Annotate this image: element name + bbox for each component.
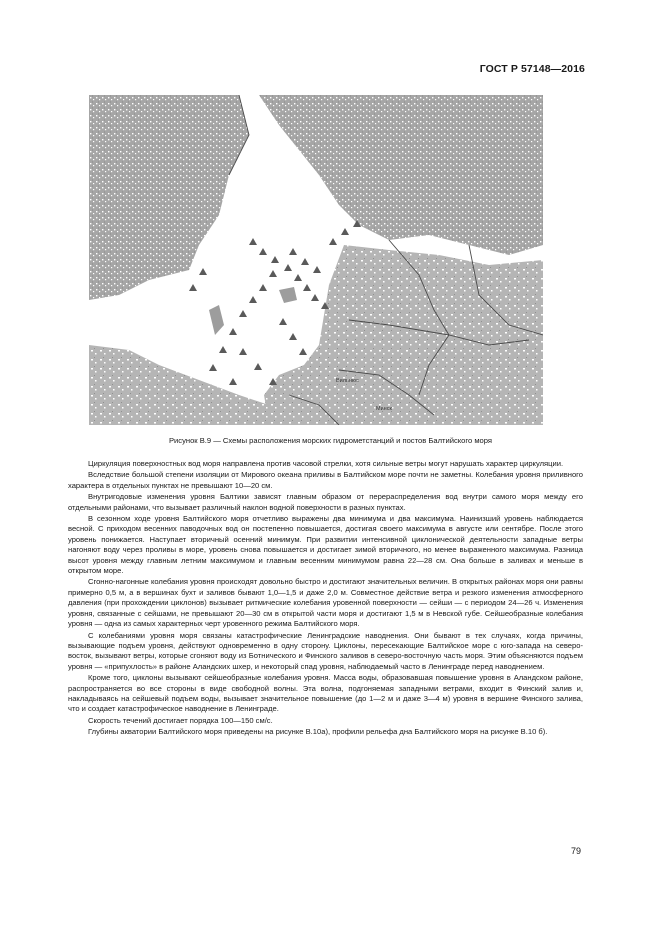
paragraph-currents: Скорость течений достигает порядка 100—150 см/с.: [88, 715, 273, 725]
map-label-minsk: Минск: [376, 406, 392, 412]
paragraph-circulation: Циркуляция поверхностных вод моря направлена против часовой стрелки, хотя сильные ветры могут нарушать характер циркуляции.: [88, 459, 564, 468]
paragraph-cyclones: Кроме того, циклоны вызывают сейшеобразные колебания уровня. Масса воды, образовавшая повышение уровня в Аландском районе, распространяется во все стороны в виде свободной волны. Эта волна, подгоняемая западными ветрами, входит в Финский залив и, накладываясь на сейшевый подъем воды, вызывает значительное повышение (до 1—2 м и даже 3—4 м) уровня в вершине Финского залива, что и создает катастрофическое наводнение в Ленинграде.: [68, 673, 583, 714]
paragraph-floods: С колебаниями уровня моря связаны катастрофические Ленинградские наводнения. Они бывают в тех случаях, когда причины, вызывающие подъем уровня, действуют одновременно в одну сторону. Циклоны, пересекающие Балтийское море с юго-запада на северо-восток, вызывают ветры, которые сгоняют воду из Ботнического и Финского заливов в северо-восточную часть моря. Этим объясняются подъем уровня — «припухлость» в районе Аландских шхер, и некоторый спад уровня, наблюдаемый часто в Ленинграде перед наводнением.: [68, 630, 583, 671]
paragraph-tides: Вследствие большой степени изоляции от Мирового океана приливы в Балтийском море почти не заметны. Колебания уровня приливного характера в отдельных пунктах не превышают 10—20 см.: [68, 470, 583, 490]
paragraph-surge: Сгонно-нагонные колебания уровня происходят довольно быстро и достигают значительных величин. В открытых районах моря они равны примерно 0,5 м, а в вершинах бухт и заливов бывают 1,0—1,5 и даже 2,0 м. Совместное действие ветра и резкого изменения атмосферного давления (при прохождении циклонов) вызывает ритмические колебания уровенной поверхности — сейши — с периодом 24—26 ч. Изменения уровня, связанные с сейшами, не превышают 20—30 см в открытой части моря и достигают 1,5 м в Невской губе. Сейшеобразные колебания уровня — одна из самых характерных черт уровенного режима Балтийского моря.: [68, 577, 583, 629]
document-standard-header: ГОСТ Р 57148—2016: [479, 63, 585, 75]
body-text: [68, 459, 583, 739]
page-number: 79: [570, 846, 581, 856]
paragraph-intrayear: Внутригодовые изменения уровня Балтики зависят главным образом от перераспределения вод внутри самого моря между его отдельными районами, что вызывает различный наклон водной поверхности в разных пунктах.: [68, 492, 583, 512]
map-label-vilnius: Вильнюс: [336, 378, 359, 384]
baltic-stations-map: [89, 95, 543, 425]
paragraph-seasonal: В сезонном ходе уровня Балтийского моря отчетливо выражены два минимума и два максимума. Наинизший уровень наблюдается весной. С приходом весенних паводочных вод он постепенно повышается, достигая своего максимума в августе или сентябре. После этого уровень понижается. Наступает вторичный осенний минимум. При развитии интенсивной циклонической деятельности западные ветры нагоняют воду через проливы в море, уровень снова повышается и достигает зимой вторичного, но менее выраженного максимума. Разница высот уровня между главным летним максимумом и главным весенним минимумом равна 22—28 см. Она больше в заливах и меньше в открытом море.: [68, 514, 583, 576]
paragraph-depths: Глубины акватории Балтийского моря приведены на рисунке В.10а), профили рельефа дна Балтийского моря на рисунке В.10 б).: [88, 727, 548, 737]
land-masses: [89, 95, 543, 425]
figure-caption: Рисунок В.9 — Схемы расположения морских гидрометстанций и постов Балтийского моря: [168, 436, 493, 445]
